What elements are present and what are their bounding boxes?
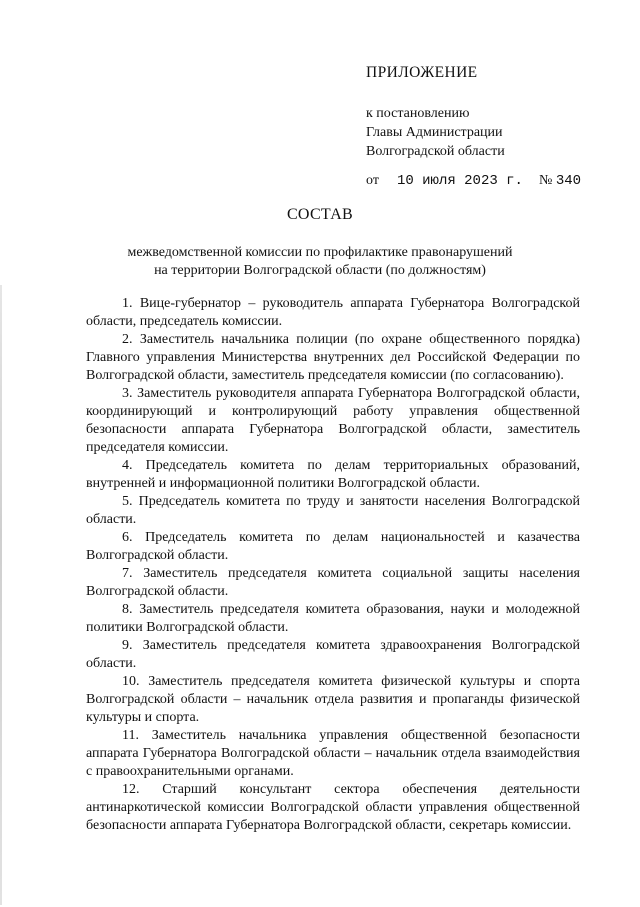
document-subtitle	[0, 244, 640, 280]
member-item: 5. Председатель комитета по труду и занятости населения Волгоградской области.	[86, 494, 580, 527]
basis-line: к постановлению	[366, 106, 470, 121]
appendix-basis	[366, 104, 505, 161]
number-sign: №	[538, 173, 553, 188]
subtitle-line: межведомственной комиссии по профилактике правонарушений	[127, 245, 513, 260]
member-item: 2. Заместитель начальника полиции (по охране общественного порядка) Главного управления Министерства внутренних дел Российской Федерации по Волгоградской области, заместитель председателя комиссии (по согласованию).	[86, 332, 580, 383]
subtitle-line: на территории Волгоградской области (по должностям)	[154, 263, 486, 278]
member-item: 9. Заместитель председателя комитета здравоохранения Волгоградской области.	[86, 638, 580, 671]
scan-edge-shadow	[0, 285, 2, 905]
member-item: 7. Заместитель председателя комитета социальной защиты населения Волгоградской области.	[86, 566, 580, 599]
appendix-label: ПРИЛОЖЕНИЕ	[366, 64, 478, 81]
members-list	[86, 295, 580, 835]
member-item: 3. Заместитель руководителя аппарата Губернатора Волгоградской области, координирующий и контролирующий работу управления общественной безопасности аппарата Губернатора Волгоградской области, заместитель председателя комиссии.	[86, 386, 580, 455]
document-date: 10 июля 2023 г.	[396, 173, 523, 189]
document-title: СОСТАВ	[286, 206, 354, 223]
date-number-line	[366, 173, 581, 189]
member-item: 4. Председатель комитета по делам территориальных образований, внутренней и информационной политики Волгоградской области.	[86, 458, 580, 491]
basis-line: Волгоградской области	[366, 144, 505, 159]
member-item: 10. Заместитель председателя комитета физической культуры и спорта Волгоградской области – начальник отдела развития и пропаганды физической культуры и спорта.	[86, 674, 580, 725]
document-number: 340	[555, 173, 582, 189]
member-item: 1. Вице-губернатор – руководитель аппарата Губернатора Волгоградской области, председатель комиссии.	[86, 296, 580, 329]
member-item: 12. Старший консультант сектора обеспечения деятельности антинаркотической комиссии Волгоградской области управления общественной безопасности аппарата Губернатора Волгоградской области, секретарь комиссии.	[86, 782, 580, 833]
date-prefix: от	[366, 173, 379, 188]
member-item: 6. Председатель комитета по делам национальностей и казачества Волгоградской области.	[86, 530, 580, 563]
member-item: 8. Заместитель председателя комитета образования, науки и молодежной политики Волгоградской области.	[86, 602, 580, 635]
basis-line: Главы Администрации	[366, 125, 503, 140]
member-item: 11. Заместитель начальника управления общественной безопасности аппарата Губернатора Волгоградской области – начальник отдела взаимодействия с правоохранительными органами.	[86, 728, 580, 779]
